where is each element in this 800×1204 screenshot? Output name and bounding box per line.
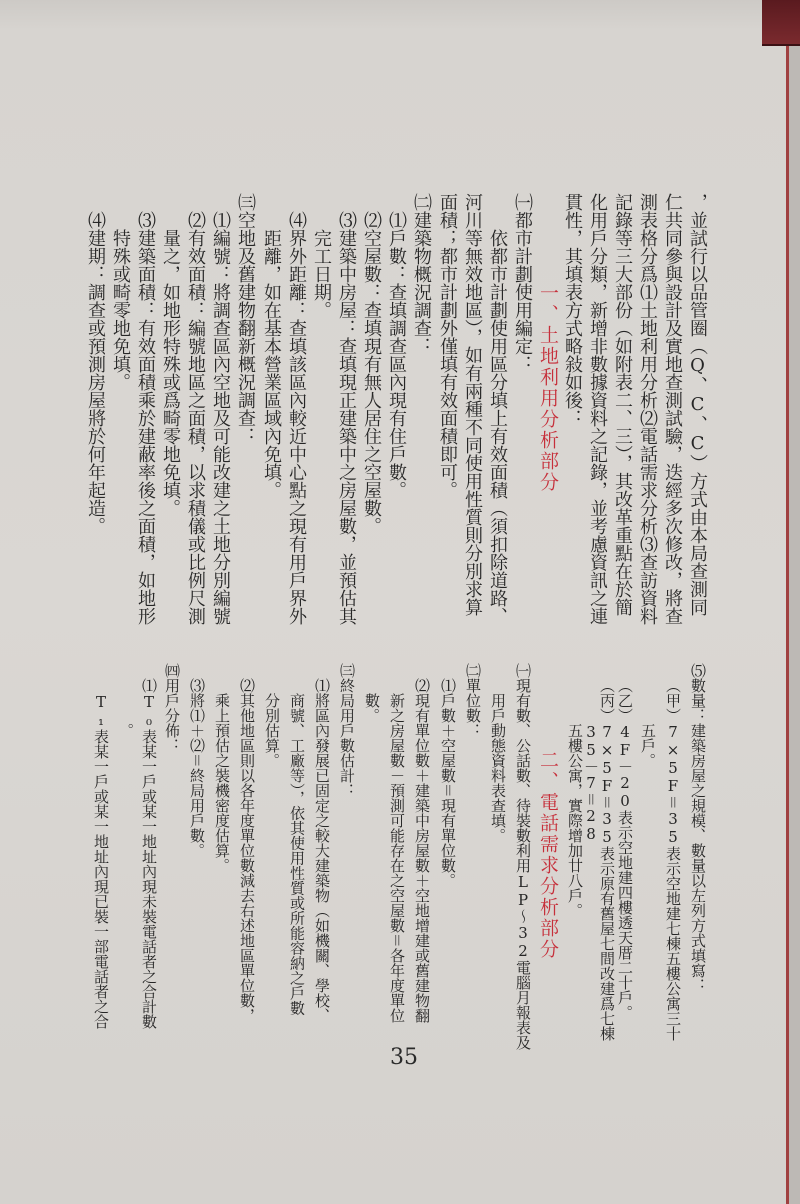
land-use-line: ㈡建築物概況調查：: [411, 193, 432, 355]
land-use-line: ⑷界外距離：查填該區內較近中心點之現有用戶界外: [286, 211, 307, 625]
land-use-line: 特殊或畸零地免填。: [110, 229, 131, 391]
land-use-line: ⑷建期：調查或預測房屋將於何年起造。: [85, 211, 106, 535]
phone-demand-line: 用戶動態資料表查填。: [489, 693, 507, 843]
land-use-line: ㈢空地及舊建物翻新概況調查：: [235, 193, 256, 445]
phone-demand-line: 。: [117, 723, 135, 738]
land-use-line: ㈠都市計劃使用編定：: [512, 193, 533, 373]
intro-line: ，並試行以品管圈（Q、C、C）方式由本局查測同: [687, 193, 708, 616]
book-cover-edge-line: [786, 40, 789, 1204]
phone-demand-line: ㈣用戶分佈：: [163, 663, 181, 753]
quantity-line: 五樓公寓，實際增加廿八戶。: [566, 723, 584, 918]
phone-demand-line: ⑴戶數＋空屋數＝現有單位數。: [439, 678, 457, 888]
phone-demand-line: 商號、工廠等），依其使用性質或所能容納之戶數: [288, 693, 306, 1016]
intro-line: 化用戶分類，新增非數據資料之記錄，並考慮資訊之連: [587, 193, 608, 625]
land-use-line: 依都市計劃使用區分填上有效面積（須扣除道路、: [487, 229, 508, 625]
intro-line: 測表格分爲⑴土地利用分析⑵電話需求分析⑶查訪資料: [637, 193, 658, 625]
phone-demand-line: ㈢終局用戶數估計：: [338, 663, 356, 798]
quantity-line: （乙）4F－20表示空地建四樓透天厝二十戶。: [616, 678, 634, 1020]
section-heading-phone-demand: 二、電話需求分析部分: [537, 750, 559, 960]
quantity-line: ⑸數量：建築房屋之規模、數量以左列方式填寫：: [689, 663, 707, 993]
land-use-line: 距離，如在基本營業區域內免填。: [261, 229, 282, 499]
phone-demand-line: ㈠現有數、公話數、待裝數利用LP～32電腦月報表及: [514, 663, 532, 1050]
land-use-line: ⑴戶數：查填調查區內現有住戶數。: [386, 211, 407, 499]
quantity-line: 35－7＝28: [582, 723, 600, 843]
phone-demand-line: 乘上預估之裝機密度估算。: [213, 693, 231, 873]
quantity-line: （甲）7×5F＝35表示空地建七棟五樓公寓三十: [664, 678, 682, 1041]
phone-demand-line: ⑵現有單位數＋建築中房屋數＋空地增建或舊建物翻: [413, 678, 431, 1023]
land-use-line: 完工日期。: [311, 229, 332, 319]
phone-demand-line: 新之房屋數－預測可能存在之空屋數＝各年度單位: [388, 693, 406, 1023]
phone-demand-line: ⑴將區內發展已固定之較大建築物（如機關、學校、: [313, 678, 331, 1023]
land-use-line: ⑶建築中房屋：查填現正建築中之房屋數，並預估其: [336, 211, 357, 625]
intro-line: 貫性，其填表方式略敍如後：: [562, 193, 583, 427]
quantity-line: 五戶。: [639, 723, 657, 768]
quantity-line: （丙）7×5F＝35表示原有舊屋七間改建爲七棟: [598, 678, 616, 1041]
phone-demand-line: T₁表某一戶或某一地址內現已裝一部電話者之合: [92, 693, 110, 1029]
land-use-line: 面積；都市計劃外僅填有效面積即可。: [437, 193, 458, 499]
phone-demand-line: ⑴T₀表某一戶或某一地址內現未裝電話者之合計數: [140, 678, 158, 1029]
land-use-line: 河川等無效地區），如有兩種不同使用性質則分別求算: [462, 193, 483, 616]
intro-line: 仁共同參與設計及實地查測試驗，迭經多次修改，將查: [662, 193, 683, 625]
phone-demand-line: ⑶將⑴＋⑵＝終局用戶數。: [188, 678, 206, 858]
land-use-line: ⑶建築面積：有效面積乘於建蔽率後之面積，如地形: [135, 211, 156, 625]
land-use-line: ⑵空屋數：查填現有無人居住之空屋數。: [361, 211, 382, 535]
phone-demand-line: ⑵其他地區則以各年度單位數減去右述地區單位數，: [238, 678, 256, 1023]
section-heading-land-use: 一、土地利用分析部分: [537, 283, 559, 493]
scan-background-edge: [789, 0, 800, 1204]
intro-line: 記錄等三大部份（如附表二、三），其改革重點在於簡: [612, 193, 633, 616]
phone-demand-line: 數。: [363, 693, 381, 723]
book-cover-corner: [762, 0, 800, 46]
phone-demand-line: ㈡單位數：: [464, 663, 482, 738]
phone-demand-line: 分別估算。: [263, 693, 281, 768]
land-use-line: ⑴編號：將調查區內空地及可能改建之土地分別編號: [210, 211, 231, 625]
land-use-line: 量之，如地形特殊或爲畸零地免填。: [160, 229, 181, 517]
land-use-line: ⑵有效面積：編號地區之面積，以求積儀或比例尺測: [185, 211, 206, 625]
page-number: 35: [390, 1045, 418, 1070]
